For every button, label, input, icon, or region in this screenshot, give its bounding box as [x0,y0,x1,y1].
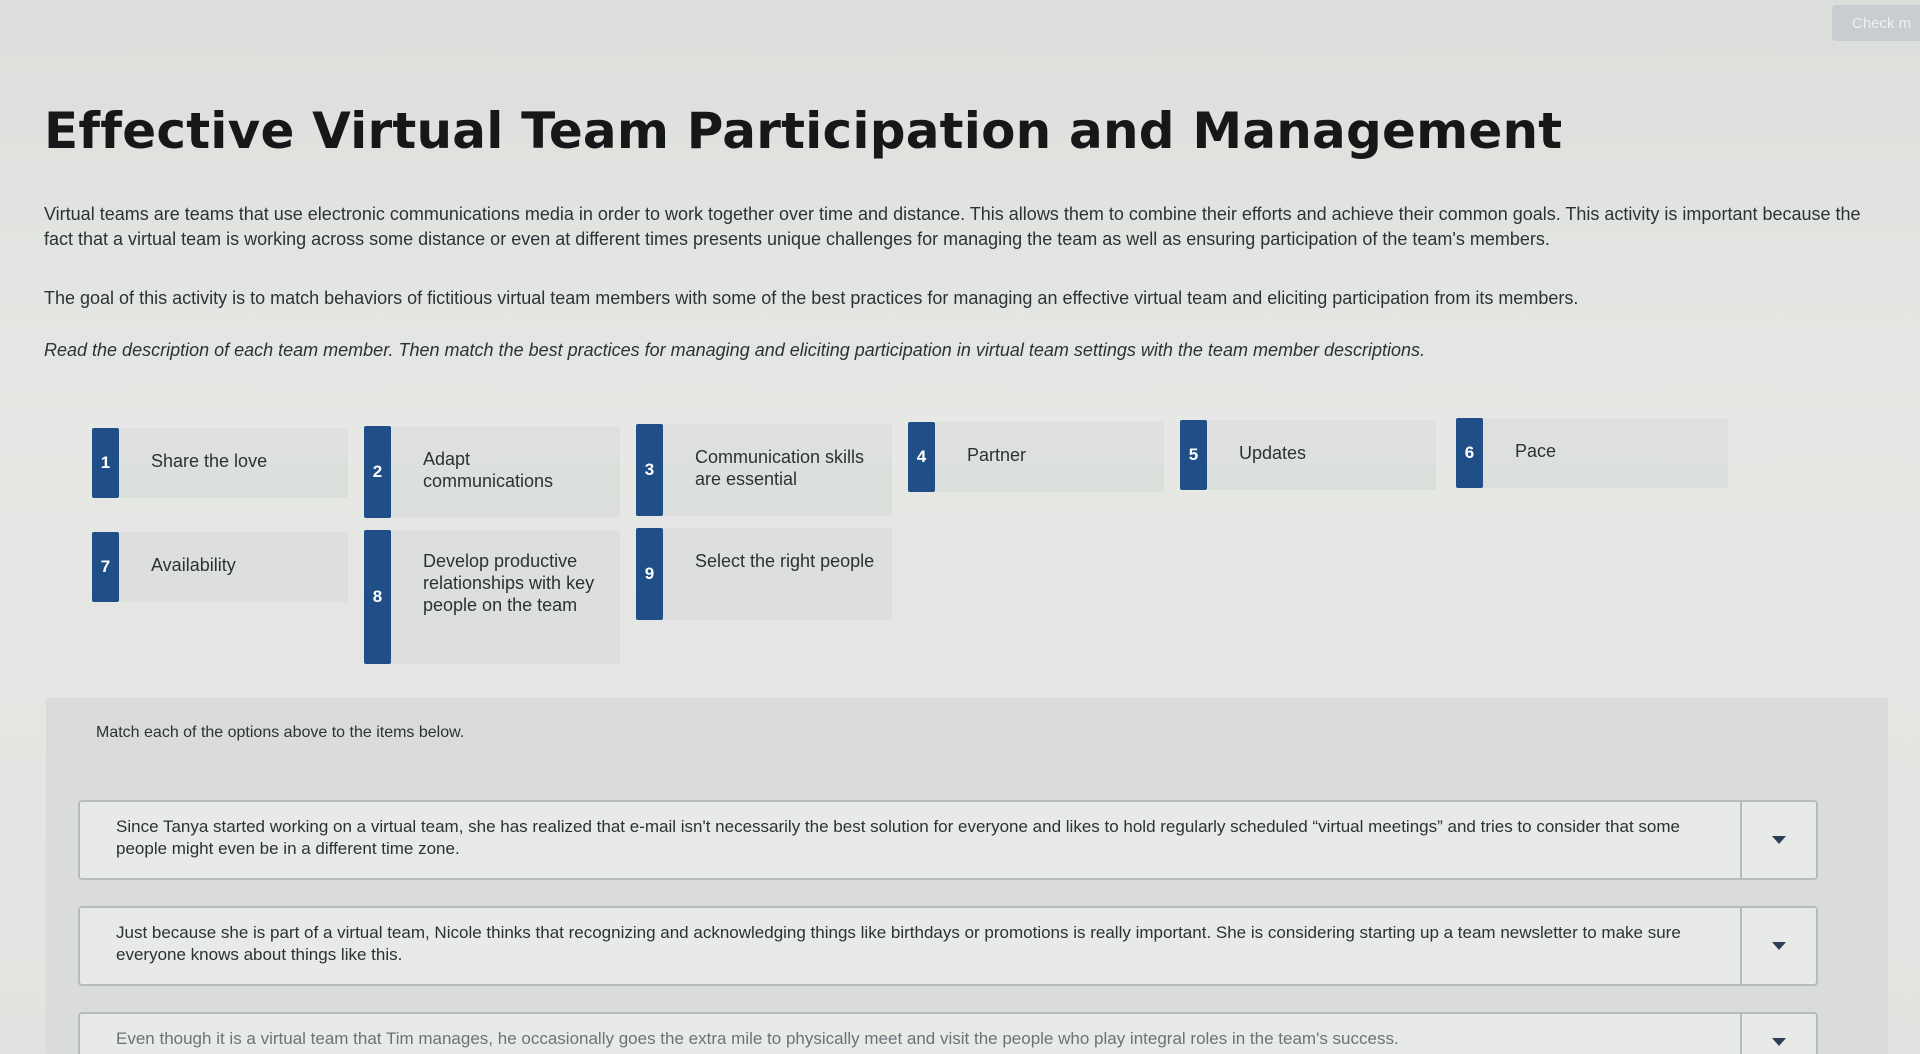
option-number: 4 [908,422,935,492]
page-title: Effective Virtual Team Participation and Management [44,102,1563,160]
option-4[interactable] [908,422,1164,492]
option-label: Availability [151,555,236,575]
match-item-text: Since Tanya started working on a virtual team, she has realized that e-mail isn't necessarily the best solution for everyone and likes to hold regularly scheduled “virtual meetings” and tries to consider that some people might even be in a different time zone. [116,817,1680,858]
check-button[interactable]: Check m [1832,5,1920,41]
option-label: Updates [1239,443,1307,463]
option-5[interactable] [1180,420,1436,490]
match-dropdown[interactable] [1740,1014,1816,1054]
match-item [78,800,1818,880]
option-label: Partner [967,445,1027,465]
option-6[interactable] [1456,418,1728,488]
option-1[interactable] [92,428,348,498]
option-label: Share the love [151,451,268,471]
option-number: 9 [636,528,663,620]
chevron-down-icon [1772,1038,1786,1046]
goal-paragraph: The goal of this activity is to match behaviors of fictitious virtual team members with some of the best practices for managing an effective virtual team and eliciting participation from its members. [44,288,1579,308]
match-dropdown[interactable] [1740,908,1816,984]
options-grid [92,420,1732,670]
option-number: 2 [364,426,391,518]
option-8[interactable] [364,530,620,664]
option-number: 8 [364,530,391,664]
option-number: 3 [636,424,663,516]
match-item-text: Even though it is a virtual team that Tim manages, he occasionally goes the extra mile to physically meet and visit the people who play integral roles in the team's success. [116,1029,1399,1048]
match-instruction: Match each of the options above to the items below. [96,724,465,741]
option-2[interactable] [364,426,620,518]
match-item [78,1012,1818,1054]
match-item [78,906,1818,986]
intro-paragraph: Virtual teams are teams that use electronic communications media in order to work together over time and distance. This allows them to combine their efforts and achieve their common goals. This activity is important because the fact that a virtual team is working across some distance or even at different times presents unique challenges for managing the team as well as ensuring participation of the team's members. [44,204,1861,249]
instruction-paragraph: Read the description of each team member. Then match the best practices for managing and eliciting participation in virtual team settings with the team member descriptions. [44,340,1426,360]
option-label: Adapt communications [423,449,554,491]
option-9[interactable] [636,528,892,620]
chevron-down-icon [1772,836,1786,844]
option-label: Select the right people [695,551,875,571]
option-label: Pace [1515,441,1557,461]
chevron-down-icon [1772,942,1786,950]
option-number: 7 [92,532,119,602]
option-7[interactable] [92,532,348,602]
option-number: 5 [1180,420,1207,490]
match-dropdown[interactable] [1740,802,1816,878]
option-label: Develop productive relationships with key people on the team [423,551,595,615]
match-panel [46,698,1888,1054]
option-label: Communication skills are essential [695,447,865,489]
match-item-text: Just because she is part of a virtual team, Nicole thinks that recognizing and acknowledging things like birthdays or promotions is really important. She is considering starting up a team newsletter to make sure everyone knows about things like this. [116,923,1681,964]
option-number: 6 [1456,418,1483,488]
option-number: 1 [92,428,119,498]
option-3[interactable] [636,424,892,516]
